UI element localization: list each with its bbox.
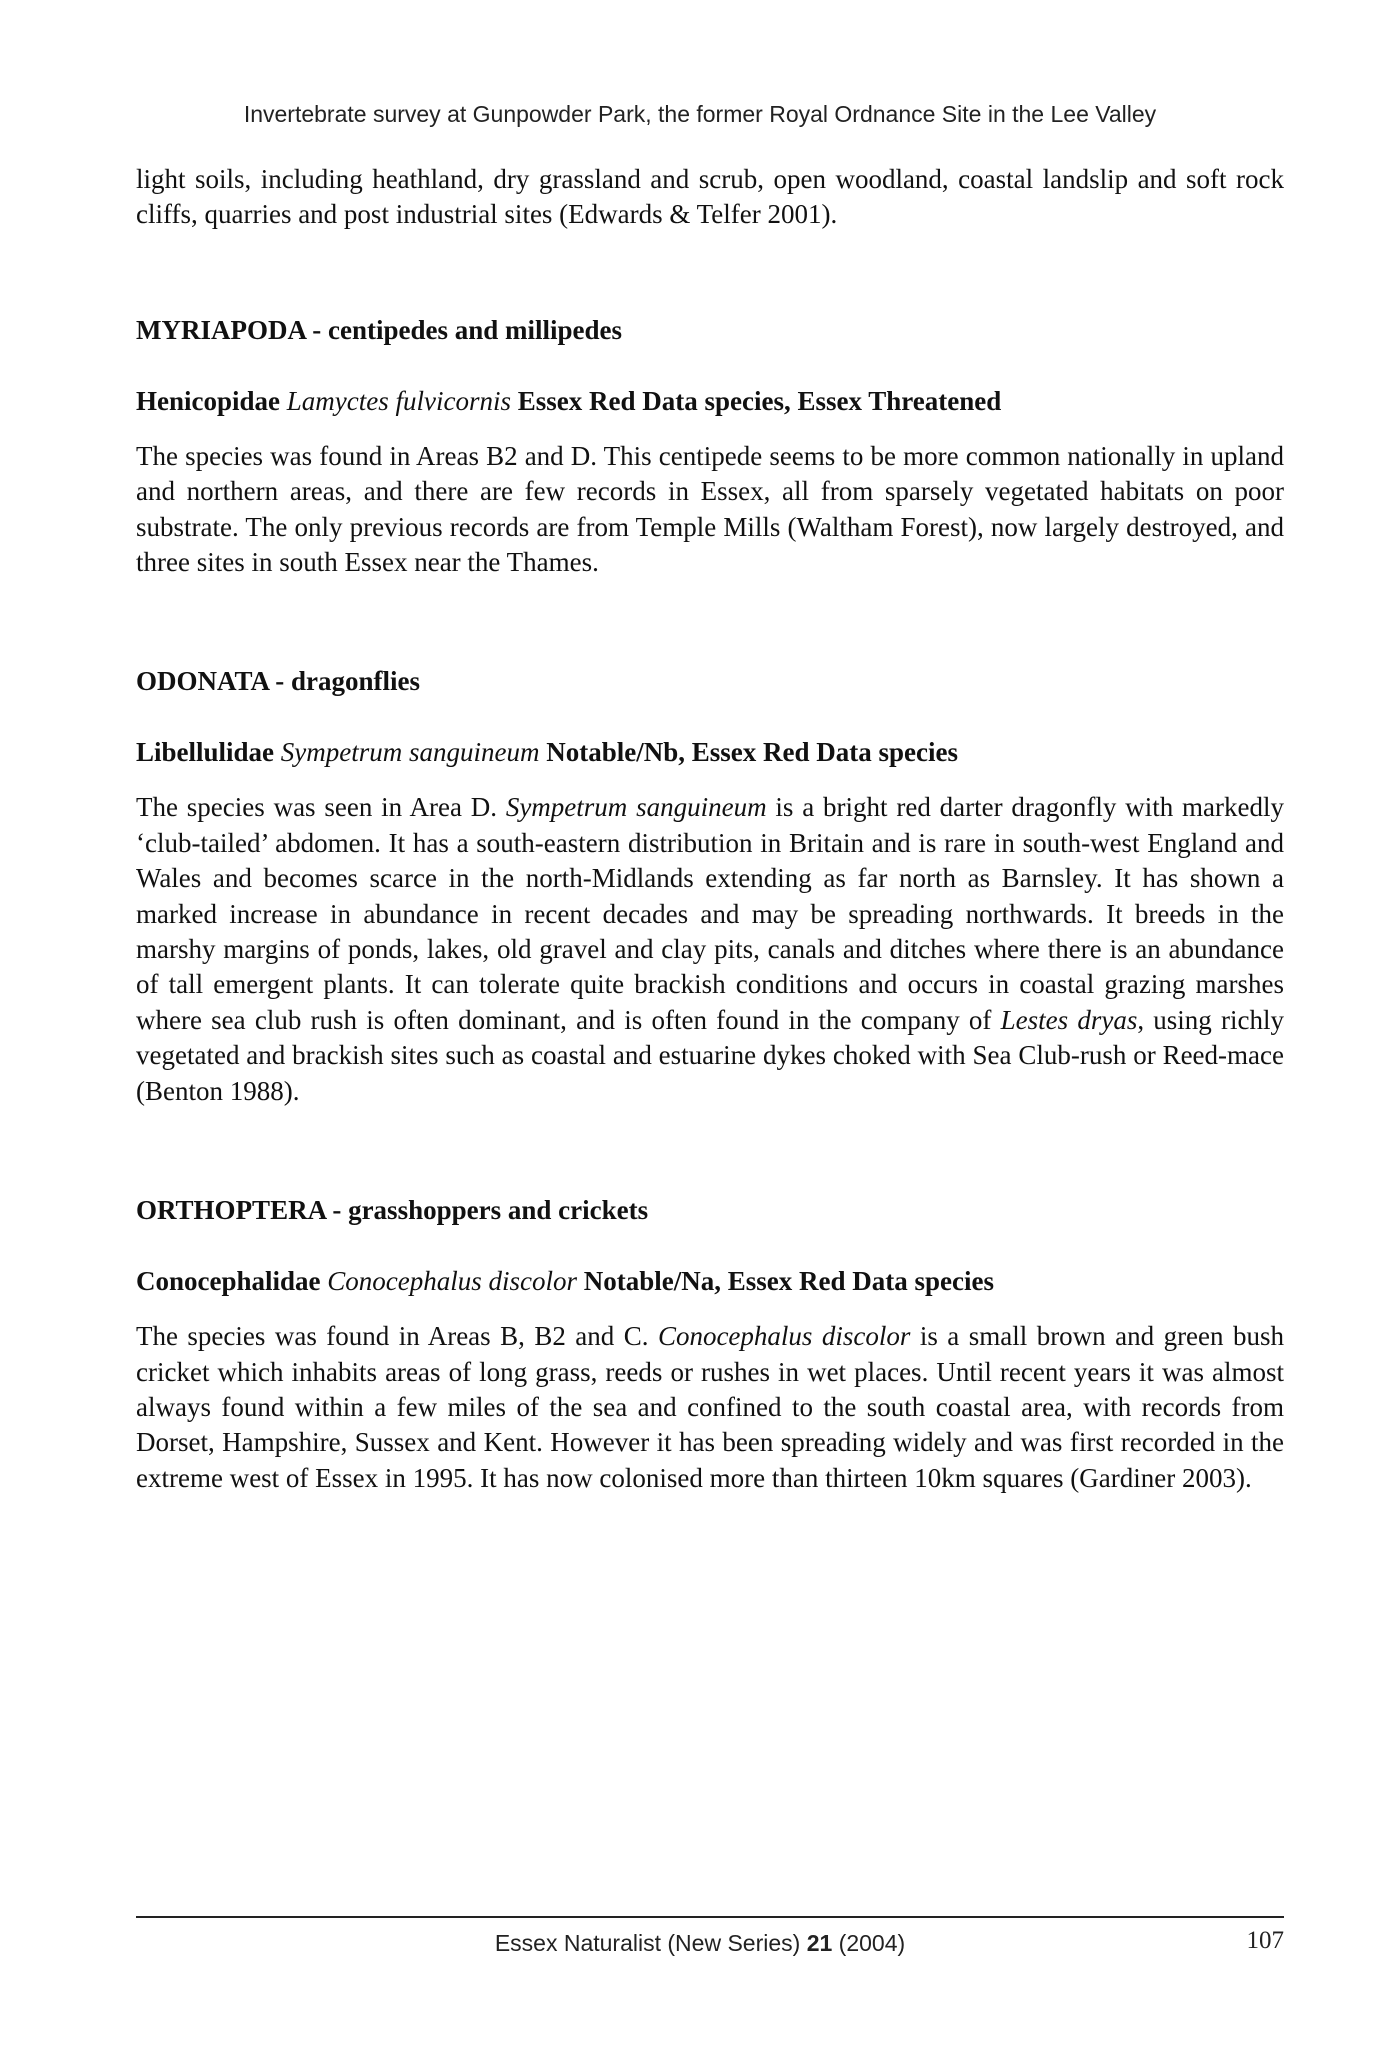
- footer-journal-citation: [0, 1928, 1400, 1958]
- species-heading: [136, 384, 1284, 419]
- species-family: Libellulidae: [136, 737, 275, 768]
- account-text: , using richly vegetated and brackish sites such as coastal and estuarine dykes choked with Sea Club-rush or Reed-mace (Benton 1988).: [136, 1004, 1284, 1106]
- species-status: Essex Red Data species, Essex Threatened: [517, 385, 1002, 416]
- species-account: [136, 1319, 1284, 1496]
- species-account: [136, 790, 1284, 1109]
- species-heading: [136, 735, 1284, 770]
- footer-divider: [136, 1916, 1284, 1918]
- account-species-name: Lestes dryas: [1000, 1004, 1138, 1035]
- species-family: Conocephalidae: [136, 1266, 321, 1297]
- species-name: Conocephalus discolor: [327, 1266, 578, 1297]
- section-odonata: [136, 664, 1284, 1109]
- journal-volume: 21: [806, 1930, 833, 1956]
- account-text: The species was seen in Area D.: [136, 792, 506, 823]
- species-name: Sympetrum sanguineum: [280, 737, 540, 768]
- intro-paragraph: light soils, including heathland, dry grassland and scrub, open woodland, coastal landslip and soft rock cliffs, quarries and post industrial sites (Edwards & Telfer 2001).: [136, 164, 1284, 230]
- species-heading: [136, 1264, 1284, 1299]
- section-heading: ODONATA - dragonflies: [136, 666, 421, 697]
- journal-title: Essex Naturalist (New Series): [494, 1930, 801, 1956]
- account-species-name: Conocephalus discolor: [657, 1321, 911, 1352]
- account-species-name: Sympetrum sanguineum: [505, 792, 767, 823]
- account-text: is a bright red darter dragonfly with markedly ‘club-tailed’ abdomen. It has a south-eastern distribution in Britain and is rare in south-west England and Wales and becomes scarce in the north-Midlands extending as far north as Barnsley. It has shown a marked increase in abundance in recent decades and may be spreading northwards. It breeds in the marshy margins of ponds, lakes, old gravel and clay pits, canals and ditches where there is an abundance of tall emergent plants. It can tolerate quite brackish conditions and occurs in coastal grazing marshes where sea club rush is often dominant, and is often found in the company of: [136, 792, 1284, 1035]
- section-myriapoda: [136, 313, 1284, 581]
- section-orthoptera: [136, 1193, 1284, 1496]
- page-number: 107: [1246, 1927, 1284, 1954]
- journal-year: (2004): [838, 1930, 906, 1956]
- species-status: Notable/Nb, Essex Red Data species: [546, 737, 959, 768]
- section-heading: MYRIAPODA - centipedes and millipedes: [136, 314, 622, 345]
- page-body: [136, 162, 1284, 1496]
- running-head: Invertebrate survey at Gunpowder Park, the former Royal Ordnance Site in the Lee Valley: [243, 101, 1157, 127]
- species-account: The species was found in Areas B2 and D. This centipede seems to be more common nationally in upland and northern areas, and there are few records in Essex, all from sparsely vegetated habitats on poor substrate. The only previous records are from Temple Mills (Waltham Forest), now largely destroyed, and three sites in south Essex near the Thames.: [136, 440, 1284, 578]
- species-name: Lamyctes fulvicornis: [286, 385, 511, 416]
- section-heading: ORTHOPTERA - grasshoppers and crickets: [136, 1195, 649, 1226]
- species-family: Henicopidae: [136, 385, 281, 416]
- account-text: is a small brown and green bush cricket which inhabits areas of long grass, reeds or rushes in wet places. Until recent years it was almost always found within a few miles of the sea and confined to the south coastal area, with records from Dorset, Hampshire, Sussex and Kent. However it has been spreading widely and was first recorded in the extreme west of Essex in 1995. It has now colonised more than thirteen 10km squares (Gardiner 2003).: [136, 1321, 1284, 1493]
- species-status: Notable/Na, Essex Red Data species: [583, 1266, 995, 1297]
- account-text: The species was found in Areas B, B2 and C.: [136, 1321, 658, 1352]
